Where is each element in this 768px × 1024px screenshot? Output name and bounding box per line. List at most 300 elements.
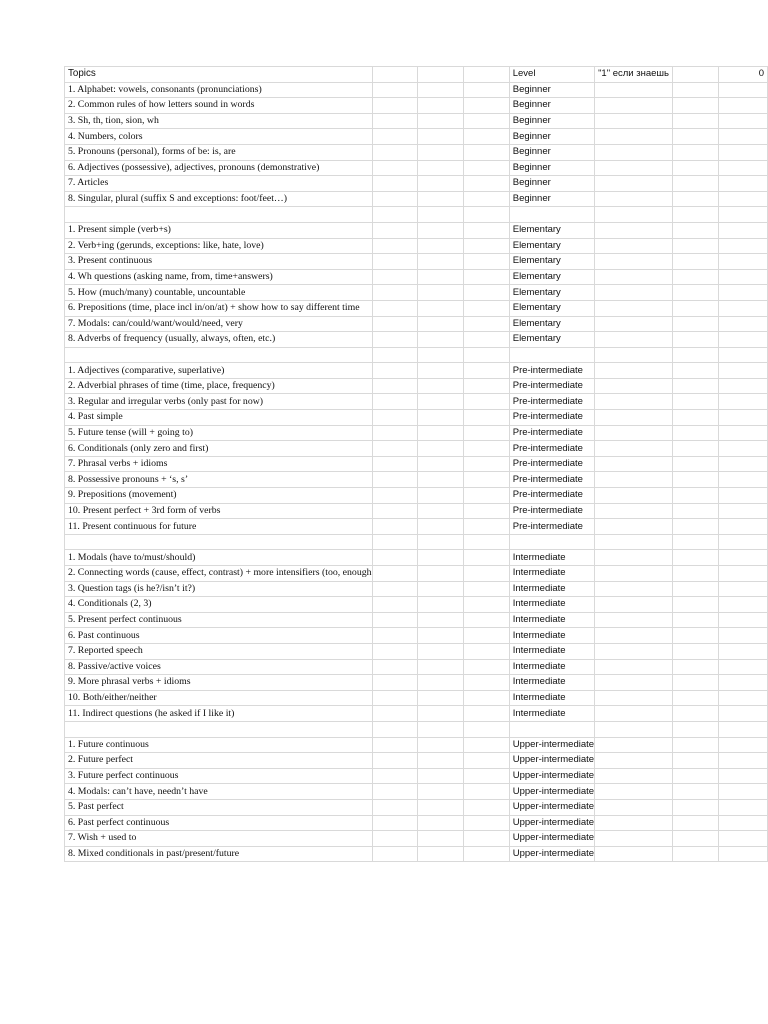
topic-cell[interactable]: 1. Adjectives (comparative, superlative) bbox=[65, 363, 373, 379]
cell[interactable] bbox=[418, 690, 464, 706]
cell[interactable] bbox=[718, 347, 768, 363]
topic-cell[interactable]: 8. Adverbs of frequency (usually, always, often, etc.) bbox=[65, 332, 373, 348]
cell[interactable] bbox=[672, 534, 718, 550]
topic-cell[interactable]: 4. Wh questions (asking name, from, time+answers) bbox=[65, 269, 373, 285]
cell[interactable] bbox=[718, 488, 768, 504]
cell[interactable] bbox=[672, 144, 718, 160]
topic-cell[interactable]: 8. Possessive pronouns + ‘s, s’ bbox=[65, 472, 373, 488]
cell[interactable] bbox=[595, 176, 673, 192]
topic-cell[interactable]: 11. Indirect questions (he asked if I like it) bbox=[65, 706, 373, 722]
cell[interactable] bbox=[418, 534, 464, 550]
cell[interactable] bbox=[418, 799, 464, 815]
cell[interactable] bbox=[418, 768, 464, 784]
cell[interactable] bbox=[595, 98, 673, 114]
cell[interactable] bbox=[672, 176, 718, 192]
cell[interactable] bbox=[372, 815, 418, 831]
cell[interactable] bbox=[464, 456, 510, 472]
cell[interactable] bbox=[672, 378, 718, 394]
cell[interactable] bbox=[595, 410, 673, 426]
cell[interactable] bbox=[464, 285, 510, 301]
level-cell[interactable]: Intermediate bbox=[509, 659, 594, 675]
topic-cell[interactable]: 5. How (much/many) countable, uncountable bbox=[65, 285, 373, 301]
cell[interactable] bbox=[672, 82, 718, 98]
level-cell[interactable] bbox=[509, 534, 594, 550]
cell[interactable] bbox=[418, 300, 464, 316]
topic-cell[interactable]: 9. More phrasal verbs + idioms bbox=[65, 675, 373, 691]
cell[interactable] bbox=[672, 488, 718, 504]
topic-cell[interactable]: 3. Present continuous bbox=[65, 254, 373, 270]
cell[interactable] bbox=[372, 566, 418, 582]
cell[interactable] bbox=[464, 363, 510, 379]
cell[interactable] bbox=[718, 207, 768, 223]
cell[interactable] bbox=[418, 269, 464, 285]
cell[interactable] bbox=[672, 628, 718, 644]
cell[interactable] bbox=[464, 300, 510, 316]
level-cell[interactable]: Pre-intermediate bbox=[509, 503, 594, 519]
cell[interactable] bbox=[672, 456, 718, 472]
cell[interactable] bbox=[372, 113, 418, 129]
cell[interactable] bbox=[595, 612, 673, 628]
cell[interactable] bbox=[718, 332, 768, 348]
cell[interactable] bbox=[718, 753, 768, 769]
header-known[interactable]: "1" если знаешь bbox=[595, 67, 673, 83]
level-cell[interactable]: Beginner bbox=[509, 113, 594, 129]
cell[interactable] bbox=[464, 753, 510, 769]
cell[interactable] bbox=[418, 207, 464, 223]
cell[interactable] bbox=[595, 721, 673, 737]
cell[interactable] bbox=[595, 160, 673, 176]
cell[interactable] bbox=[595, 597, 673, 613]
cell[interactable] bbox=[418, 706, 464, 722]
cell[interactable] bbox=[595, 113, 673, 129]
cell[interactable] bbox=[372, 628, 418, 644]
cell[interactable] bbox=[672, 566, 718, 582]
cell[interactable] bbox=[595, 815, 673, 831]
cell[interactable] bbox=[672, 831, 718, 847]
cell[interactable] bbox=[372, 643, 418, 659]
level-cell[interactable]: Intermediate bbox=[509, 628, 594, 644]
cell[interactable] bbox=[418, 160, 464, 176]
cell[interactable] bbox=[672, 768, 718, 784]
cell[interactable] bbox=[464, 378, 510, 394]
level-cell[interactable]: Upper-intermediate bbox=[509, 737, 594, 753]
cell[interactable] bbox=[718, 456, 768, 472]
cell[interactable] bbox=[464, 612, 510, 628]
topic-cell[interactable]: 2. Verb+ing (gerunds, exceptions: like, hate, love) bbox=[65, 238, 373, 254]
cell[interactable] bbox=[672, 612, 718, 628]
cell[interactable] bbox=[718, 82, 768, 98]
level-cell[interactable]: Elementary bbox=[509, 222, 594, 238]
cell[interactable] bbox=[718, 425, 768, 441]
cell[interactable] bbox=[464, 113, 510, 129]
cell[interactable] bbox=[464, 316, 510, 332]
level-cell[interactable] bbox=[509, 207, 594, 223]
cell[interactable] bbox=[672, 222, 718, 238]
level-cell[interactable]: Pre-intermediate bbox=[509, 378, 594, 394]
cell[interactable] bbox=[718, 441, 768, 457]
cell[interactable] bbox=[418, 238, 464, 254]
level-cell[interactable]: Intermediate bbox=[509, 597, 594, 613]
cell[interactable] bbox=[672, 519, 718, 535]
cell[interactable] bbox=[672, 503, 718, 519]
cell[interactable] bbox=[672, 410, 718, 426]
cell[interactable] bbox=[418, 347, 464, 363]
cell[interactable] bbox=[418, 82, 464, 98]
cell[interactable] bbox=[372, 519, 418, 535]
topic-cell[interactable]: 10. Present perfect + 3rd form of verbs bbox=[65, 503, 373, 519]
level-cell[interactable]: Intermediate bbox=[509, 706, 594, 722]
cell[interactable] bbox=[464, 737, 510, 753]
cell[interactable] bbox=[372, 254, 418, 270]
cell[interactable] bbox=[718, 144, 768, 160]
level-cell[interactable]: Elementary bbox=[509, 285, 594, 301]
cell[interactable] bbox=[672, 675, 718, 691]
cell[interactable] bbox=[372, 597, 418, 613]
cell[interactable] bbox=[418, 332, 464, 348]
level-cell[interactable]: Beginner bbox=[509, 176, 594, 192]
cell[interactable] bbox=[372, 207, 418, 223]
cell[interactable] bbox=[418, 643, 464, 659]
cell[interactable] bbox=[418, 191, 464, 207]
topic-cell[interactable]: 7. Wish + used to bbox=[65, 831, 373, 847]
cell[interactable] bbox=[595, 191, 673, 207]
cell[interactable] bbox=[672, 753, 718, 769]
cell[interactable] bbox=[372, 316, 418, 332]
cell[interactable] bbox=[418, 659, 464, 675]
cell[interactable] bbox=[418, 176, 464, 192]
cell[interactable] bbox=[372, 238, 418, 254]
cell[interactable] bbox=[672, 815, 718, 831]
level-cell[interactable]: Intermediate bbox=[509, 643, 594, 659]
cell[interactable] bbox=[595, 628, 673, 644]
cell[interactable] bbox=[418, 831, 464, 847]
cell[interactable] bbox=[464, 82, 510, 98]
topic-cell[interactable]: 9. Prepositions (movement) bbox=[65, 488, 373, 504]
cell[interactable] bbox=[718, 597, 768, 613]
cell[interactable] bbox=[672, 285, 718, 301]
cell[interactable] bbox=[372, 410, 418, 426]
cell[interactable] bbox=[595, 784, 673, 800]
cell[interactable] bbox=[718, 378, 768, 394]
topic-cell[interactable]: 3. Question tags (is he?/isn’t it?) bbox=[65, 581, 373, 597]
level-cell[interactable]: Upper-intermediate bbox=[509, 768, 594, 784]
topic-cell[interactable]: 7. Phrasal verbs + idioms bbox=[65, 456, 373, 472]
cell[interactable] bbox=[464, 191, 510, 207]
level-cell[interactable]: Beginner bbox=[509, 129, 594, 145]
cell[interactable] bbox=[595, 753, 673, 769]
cell[interactable] bbox=[718, 410, 768, 426]
topic-cell[interactable]: 8. Singular, plural (suffix S and exceptions: foot/feet…) bbox=[65, 191, 373, 207]
cell[interactable] bbox=[372, 425, 418, 441]
cell[interactable] bbox=[595, 831, 673, 847]
cell[interactable] bbox=[595, 534, 673, 550]
cell[interactable] bbox=[418, 144, 464, 160]
level-cell[interactable]: Elementary bbox=[509, 300, 594, 316]
cell[interactable] bbox=[718, 503, 768, 519]
topic-cell[interactable]: 7. Reported speech bbox=[65, 643, 373, 659]
cell[interactable] bbox=[595, 144, 673, 160]
level-cell[interactable]: Pre-intermediate bbox=[509, 472, 594, 488]
cell[interactable] bbox=[464, 815, 510, 831]
cell[interactable] bbox=[418, 456, 464, 472]
cell[interactable] bbox=[718, 706, 768, 722]
cell[interactable] bbox=[595, 425, 673, 441]
cell[interactable] bbox=[718, 628, 768, 644]
cell[interactable] bbox=[672, 67, 718, 83]
cell[interactable] bbox=[372, 300, 418, 316]
topic-cell[interactable]: 8. Passive/active voices bbox=[65, 659, 373, 675]
cell[interactable] bbox=[718, 316, 768, 332]
level-cell[interactable]: Pre-intermediate bbox=[509, 456, 594, 472]
cell[interactable] bbox=[418, 441, 464, 457]
cell[interactable] bbox=[418, 67, 464, 83]
cell[interactable] bbox=[595, 347, 673, 363]
cell[interactable] bbox=[418, 472, 464, 488]
cell[interactable] bbox=[672, 316, 718, 332]
cell[interactable] bbox=[595, 550, 673, 566]
cell[interactable] bbox=[464, 597, 510, 613]
cell[interactable] bbox=[595, 316, 673, 332]
cell[interactable] bbox=[672, 846, 718, 862]
cell[interactable] bbox=[418, 737, 464, 753]
cell[interactable] bbox=[595, 737, 673, 753]
topic-cell[interactable] bbox=[65, 207, 373, 223]
level-cell[interactable]: Beginner bbox=[509, 82, 594, 98]
cell[interactable] bbox=[595, 254, 673, 270]
cell[interactable] bbox=[372, 784, 418, 800]
topic-cell[interactable]: 2. Connecting words (cause, effect, contrast) + more intensifiers (too, enough bbox=[65, 566, 373, 582]
cell[interactable] bbox=[718, 581, 768, 597]
cell[interactable] bbox=[372, 176, 418, 192]
cell[interactable] bbox=[372, 441, 418, 457]
cell[interactable] bbox=[418, 488, 464, 504]
cell[interactable] bbox=[595, 441, 673, 457]
level-cell[interactable]: Upper-intermediate bbox=[509, 753, 594, 769]
cell[interactable] bbox=[372, 129, 418, 145]
cell[interactable] bbox=[595, 799, 673, 815]
cell[interactable] bbox=[672, 659, 718, 675]
level-cell[interactable] bbox=[509, 347, 594, 363]
cell[interactable] bbox=[464, 534, 510, 550]
cell[interactable] bbox=[464, 144, 510, 160]
cell[interactable] bbox=[595, 222, 673, 238]
cell[interactable] bbox=[718, 768, 768, 784]
cell[interactable] bbox=[464, 222, 510, 238]
cell[interactable] bbox=[718, 846, 768, 862]
cell[interactable] bbox=[718, 300, 768, 316]
cell[interactable] bbox=[418, 378, 464, 394]
level-cell[interactable]: Pre-intermediate bbox=[509, 519, 594, 535]
cell[interactable] bbox=[464, 628, 510, 644]
cell[interactable] bbox=[672, 347, 718, 363]
cell[interactable] bbox=[595, 300, 673, 316]
cell[interactable] bbox=[672, 394, 718, 410]
cell[interactable] bbox=[372, 160, 418, 176]
cell[interactable] bbox=[372, 659, 418, 675]
cell[interactable] bbox=[672, 363, 718, 379]
header-level[interactable]: Level bbox=[509, 67, 594, 83]
cell[interactable] bbox=[372, 581, 418, 597]
cell[interactable] bbox=[418, 316, 464, 332]
cell[interactable] bbox=[595, 846, 673, 862]
level-cell[interactable]: Intermediate bbox=[509, 550, 594, 566]
cell[interactable] bbox=[672, 300, 718, 316]
cell[interactable] bbox=[718, 566, 768, 582]
cell[interactable] bbox=[418, 628, 464, 644]
cell[interactable] bbox=[672, 332, 718, 348]
level-cell[interactable]: Upper-intermediate bbox=[509, 799, 594, 815]
cell[interactable] bbox=[672, 254, 718, 270]
level-cell[interactable]: Pre-intermediate bbox=[509, 441, 594, 457]
cell[interactable] bbox=[672, 784, 718, 800]
cell[interactable] bbox=[464, 690, 510, 706]
cell[interactable] bbox=[372, 472, 418, 488]
topic-cell[interactable]: 5. Past perfect bbox=[65, 799, 373, 815]
cell[interactable] bbox=[464, 160, 510, 176]
level-cell[interactable]: Upper-intermediate bbox=[509, 784, 594, 800]
cell[interactable] bbox=[418, 784, 464, 800]
cell[interactable] bbox=[718, 238, 768, 254]
cell[interactable] bbox=[464, 238, 510, 254]
topic-cell[interactable]: 6. Prepositions (time, place incl in/on/at) + show how to say different time bbox=[65, 300, 373, 316]
cell[interactable] bbox=[372, 753, 418, 769]
cell[interactable] bbox=[718, 394, 768, 410]
topic-cell[interactable]: 6. Past perfect continuous bbox=[65, 815, 373, 831]
cell[interactable] bbox=[718, 254, 768, 270]
cell[interactable] bbox=[718, 363, 768, 379]
topic-cell[interactable]: 2. Future perfect bbox=[65, 753, 373, 769]
level-cell[interactable]: Intermediate bbox=[509, 612, 594, 628]
cell[interactable] bbox=[672, 269, 718, 285]
cell[interactable] bbox=[372, 534, 418, 550]
cell[interactable] bbox=[718, 659, 768, 675]
cell[interactable] bbox=[672, 191, 718, 207]
cell[interactable] bbox=[672, 721, 718, 737]
level-cell[interactable]: Elementary bbox=[509, 238, 594, 254]
cell[interactable] bbox=[372, 550, 418, 566]
cell[interactable] bbox=[372, 82, 418, 98]
cell[interactable] bbox=[372, 332, 418, 348]
cell[interactable] bbox=[672, 441, 718, 457]
cell[interactable] bbox=[464, 768, 510, 784]
topic-cell[interactable] bbox=[65, 721, 373, 737]
cell[interactable] bbox=[418, 363, 464, 379]
cell[interactable] bbox=[372, 285, 418, 301]
cell[interactable] bbox=[464, 98, 510, 114]
cell[interactable] bbox=[464, 129, 510, 145]
cell[interactable] bbox=[595, 363, 673, 379]
cell[interactable] bbox=[464, 659, 510, 675]
cell[interactable] bbox=[464, 347, 510, 363]
cell[interactable] bbox=[372, 456, 418, 472]
level-cell[interactable]: Elementary bbox=[509, 269, 594, 285]
topic-cell[interactable]: 3. Regular and irregular verbs (only past for now) bbox=[65, 394, 373, 410]
cell[interactable] bbox=[464, 846, 510, 862]
cell[interactable] bbox=[464, 581, 510, 597]
topic-cell[interactable]: 7. Articles bbox=[65, 176, 373, 192]
topic-cell[interactable]: 2. Adverbial phrases of time (time, place, frequency) bbox=[65, 378, 373, 394]
level-cell[interactable]: Intermediate bbox=[509, 566, 594, 582]
cell[interactable] bbox=[718, 815, 768, 831]
cell[interactable] bbox=[595, 332, 673, 348]
cell[interactable] bbox=[464, 784, 510, 800]
cell[interactable] bbox=[418, 254, 464, 270]
level-cell[interactable]: Elementary bbox=[509, 254, 594, 270]
topic-cell[interactable]: 4. Numbers, colors bbox=[65, 129, 373, 145]
cell[interactable] bbox=[672, 238, 718, 254]
topic-cell[interactable] bbox=[65, 347, 373, 363]
cell[interactable] bbox=[718, 721, 768, 737]
header-topics[interactable]: Topics bbox=[65, 67, 373, 83]
cell[interactable] bbox=[718, 550, 768, 566]
level-cell[interactable]: Intermediate bbox=[509, 675, 594, 691]
cell[interactable] bbox=[672, 113, 718, 129]
cell[interactable] bbox=[418, 394, 464, 410]
cell[interactable] bbox=[418, 675, 464, 691]
cell[interactable] bbox=[418, 721, 464, 737]
cell[interactable] bbox=[718, 690, 768, 706]
cell[interactable] bbox=[672, 597, 718, 613]
topic-cell[interactable]: 1. Alphabet: vowels, consonants (pronunciations) bbox=[65, 82, 373, 98]
cell[interactable] bbox=[464, 269, 510, 285]
cell[interactable] bbox=[672, 129, 718, 145]
cell[interactable] bbox=[372, 394, 418, 410]
cell[interactable] bbox=[464, 721, 510, 737]
cell[interactable] bbox=[595, 207, 673, 223]
cell[interactable] bbox=[372, 831, 418, 847]
cell[interactable] bbox=[418, 612, 464, 628]
cell[interactable] bbox=[595, 659, 673, 675]
cell[interactable] bbox=[718, 784, 768, 800]
cell[interactable] bbox=[464, 643, 510, 659]
cell[interactable] bbox=[372, 144, 418, 160]
topic-cell[interactable]: 5. Future tense (will + going to) bbox=[65, 425, 373, 441]
topic-cell[interactable]: 1. Future continuous bbox=[65, 737, 373, 753]
cell[interactable] bbox=[718, 269, 768, 285]
cell[interactable] bbox=[464, 550, 510, 566]
cell[interactable] bbox=[464, 706, 510, 722]
level-cell[interactable]: Upper-intermediate bbox=[509, 846, 594, 862]
cell[interactable] bbox=[464, 207, 510, 223]
cell[interactable] bbox=[464, 503, 510, 519]
cell[interactable] bbox=[372, 98, 418, 114]
topic-cell[interactable]: 5. Present perfect continuous bbox=[65, 612, 373, 628]
cell[interactable] bbox=[672, 737, 718, 753]
cell[interactable] bbox=[595, 768, 673, 784]
cell[interactable] bbox=[372, 503, 418, 519]
cell[interactable] bbox=[672, 581, 718, 597]
cell[interactable] bbox=[595, 519, 673, 535]
cell[interactable] bbox=[718, 129, 768, 145]
cell[interactable] bbox=[418, 98, 464, 114]
topic-cell[interactable]: 1. Modals (have to/must/should) bbox=[65, 550, 373, 566]
level-cell[interactable]: Beginner bbox=[509, 144, 594, 160]
cell[interactable] bbox=[372, 706, 418, 722]
cell[interactable] bbox=[464, 254, 510, 270]
cell[interactable] bbox=[418, 285, 464, 301]
level-cell[interactable]: Beginner bbox=[509, 191, 594, 207]
topic-cell[interactable]: 3. Future perfect continuous bbox=[65, 768, 373, 784]
cell[interactable] bbox=[672, 643, 718, 659]
cell[interactable] bbox=[595, 706, 673, 722]
cell[interactable] bbox=[372, 378, 418, 394]
cell[interactable] bbox=[718, 98, 768, 114]
cell[interactable] bbox=[372, 721, 418, 737]
cell[interactable] bbox=[464, 176, 510, 192]
cell[interactable] bbox=[595, 394, 673, 410]
cell[interactable] bbox=[372, 488, 418, 504]
cell[interactable] bbox=[372, 269, 418, 285]
